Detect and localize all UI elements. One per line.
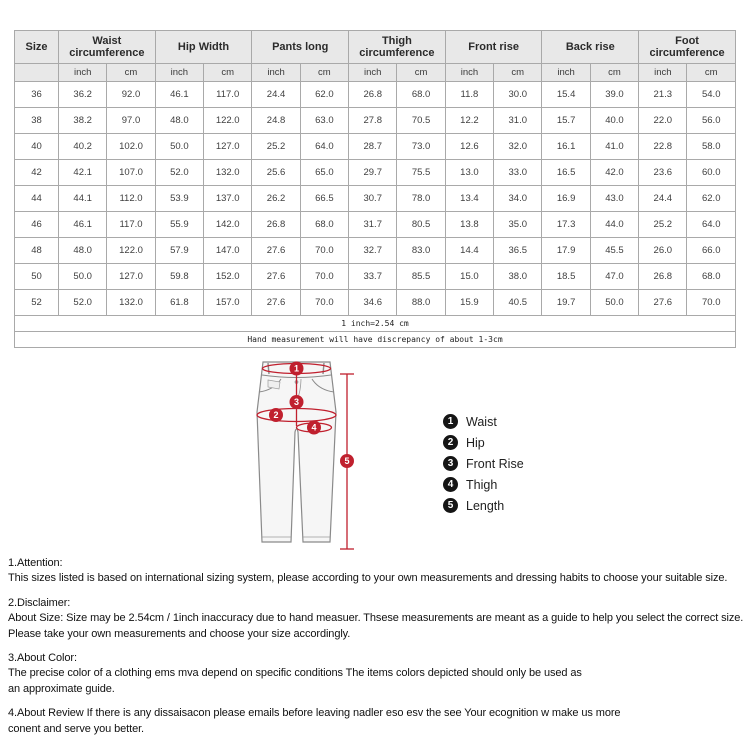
measurement-cell: 62.0 <box>300 82 348 108</box>
measurement-cell: 26.2 <box>252 186 300 212</box>
marker-front-rise-icon <box>290 395 304 409</box>
measurement-cell: 15.0 <box>445 264 493 290</box>
measurement-cell: 40.2 <box>59 134 107 160</box>
measurement-cell: 27.6 <box>252 290 300 316</box>
size-cell: 46 <box>15 212 59 238</box>
size-row-44 <box>15 186 736 212</box>
size-row-42 <box>15 160 736 186</box>
size-cell: 36 <box>15 82 59 108</box>
unit-header-cm: cm <box>590 64 638 82</box>
info-text-block <box>8 556 750 746</box>
measurement-cell: 64.0 <box>300 134 348 160</box>
measurement-cell: 27.6 <box>252 238 300 264</box>
size-chart-table <box>14 30 736 348</box>
measurement-cell: 70.0 <box>300 264 348 290</box>
column-header-front-rise: Front rise <box>445 31 542 64</box>
measurement-cell: 147.0 <box>204 238 252 264</box>
column-header-back-rise: Back rise <box>542 31 639 64</box>
measurement-cell: 112.0 <box>107 186 155 212</box>
measurement-cell: 24.4 <box>252 82 300 108</box>
measurement-cell: 41.0 <box>590 134 638 160</box>
legend-number-1-icon: 1 <box>443 414 458 429</box>
legend-label-waist: Waist <box>466 414 497 429</box>
measurement-cell: 16.9 <box>542 186 590 212</box>
column-header-foot-circumference: Foot circumference <box>639 31 736 64</box>
measurement-cell: 70.5 <box>397 108 445 134</box>
unit-header-cm: cm <box>687 64 736 82</box>
measurement-cell: 44.1 <box>59 186 107 212</box>
legend-number-3-icon: 3 <box>443 456 458 471</box>
unit-header-inch: inch <box>445 64 493 82</box>
measurement-cell: 66.5 <box>300 186 348 212</box>
measurement-cell: 127.0 <box>107 264 155 290</box>
measurement-cell: 122.0 <box>107 238 155 264</box>
measurement-cell: 34.6 <box>349 290 397 316</box>
unit-header-inch: inch <box>59 64 107 82</box>
unit-header-inch: inch <box>639 64 687 82</box>
measurement-cell: 92.0 <box>107 82 155 108</box>
measurement-cell: 13.8 <box>445 212 493 238</box>
measurement-cell: 43.0 <box>590 186 638 212</box>
legend-number-4-icon: 4 <box>443 477 458 492</box>
measurement-cell: 18.5 <box>542 264 590 290</box>
measurement-cell: 31.7 <box>349 212 397 238</box>
measurement-cell: 137.0 <box>204 186 252 212</box>
unit-header-cm: cm <box>397 64 445 82</box>
size-cell: 48 <box>15 238 59 264</box>
measurement-cell: 33.0 <box>494 160 542 186</box>
measurement-cell: 24.8 <box>252 108 300 134</box>
measurement-cell: 12.2 <box>445 108 493 134</box>
size-row-52 <box>15 290 736 316</box>
size-chart-body <box>15 82 736 316</box>
measurement-cell: 102.0 <box>107 134 155 160</box>
measurement-cell: 12.6 <box>445 134 493 160</box>
measurement-cell: 36.2 <box>59 82 107 108</box>
column-header-hip-width: Hip Width <box>155 31 252 64</box>
measurement-cell: 15.9 <box>445 290 493 316</box>
measurement-cell: 70.0 <box>300 238 348 264</box>
measurement-cell: 35.0 <box>494 212 542 238</box>
measurement-cell: 13.4 <box>445 186 493 212</box>
measurement-cell: 117.0 <box>204 82 252 108</box>
marker-length-icon <box>340 454 354 468</box>
measurement-cell: 78.0 <box>397 186 445 212</box>
unit-header-cm: cm <box>300 64 348 82</box>
measurement-cell: 58.0 <box>687 134 736 160</box>
measurement-cell: 52.0 <box>155 160 203 186</box>
measurement-cell: 28.7 <box>349 134 397 160</box>
group-header-row <box>15 31 736 64</box>
measurement-cell: 22.0 <box>639 108 687 134</box>
measurement-cell: 55.9 <box>155 212 203 238</box>
legend-label-length: Length <box>466 498 505 513</box>
note-row-1 <box>15 316 736 332</box>
size-row-36 <box>15 82 736 108</box>
measurement-cell: 59.8 <box>155 264 203 290</box>
svg-text:1: 1 <box>293 363 300 374</box>
measurement-cell: 30.0 <box>494 82 542 108</box>
unit-header-cm: cm <box>494 64 542 82</box>
measurement-cell: 33.7 <box>349 264 397 290</box>
measurement-cell: 97.0 <box>107 108 155 134</box>
legend-item-waist <box>443 414 524 429</box>
measurement-cell: 25.2 <box>639 212 687 238</box>
info-line: The precise color of a clothing ems mva depend on specific conditions The items colors depicted should only be used as <box>8 667 582 680</box>
measurement-cell: 46.1 <box>155 82 203 108</box>
measurement-cell: 75.5 <box>397 160 445 186</box>
column-header-waist-circumference: Waist circumference <box>59 31 156 64</box>
legend-item-thigh <box>443 477 524 492</box>
legend-number-5-icon: 5 <box>443 498 458 513</box>
measurement-cell: 46.1 <box>59 212 107 238</box>
measurement-cell: 16.1 <box>542 134 590 160</box>
measurement-cell: 70.0 <box>687 290 736 316</box>
measurement-cell: 63.0 <box>300 108 348 134</box>
measurement-cell: 22.8 <box>639 134 687 160</box>
size-cell: 44 <box>15 186 59 212</box>
note-row-2 <box>15 332 736 348</box>
measurement-cell: 62.0 <box>687 186 736 212</box>
svg-text:3: 3 <box>293 397 300 408</box>
measurement-cell: 64.0 <box>687 212 736 238</box>
measurement-cell: 26.8 <box>639 264 687 290</box>
pants-measurement-diagram <box>240 356 360 556</box>
size-row-50 <box>15 264 736 290</box>
table-note: 1 inch=2.54 cm <box>15 316 736 332</box>
measurement-cell: 42.0 <box>590 160 638 186</box>
size-cell: 40 <box>15 134 59 160</box>
measurement-cell: 66.0 <box>687 238 736 264</box>
size-chart-notes <box>15 316 736 348</box>
measurement-cell: 70.0 <box>300 290 348 316</box>
legend-number-2-icon: 2 <box>443 435 458 450</box>
measurement-cell: 40.5 <box>494 290 542 316</box>
measurement-cell: 13.0 <box>445 160 493 186</box>
measurement-cell: 25.2 <box>252 134 300 160</box>
measurement-cell: 24.4 <box>639 186 687 212</box>
unit-header-cm: cm <box>107 64 155 82</box>
measurement-cell: 34.0 <box>494 186 542 212</box>
svg-text:2: 2 <box>273 410 279 421</box>
size-cell: 52 <box>15 290 59 316</box>
svg-text:5: 5 <box>344 456 350 467</box>
unit-header-row <box>15 64 736 82</box>
measurement-cell: 32.7 <box>349 238 397 264</box>
measurement-cell: 50.0 <box>590 290 638 316</box>
size-row-38 <box>15 108 736 134</box>
svg-text:4: 4 <box>311 422 317 433</box>
size-cell: 42 <box>15 160 59 186</box>
measurement-cell: 21.3 <box>639 82 687 108</box>
measurement-cell: 80.5 <box>397 212 445 238</box>
measurement-cell: 39.0 <box>590 82 638 108</box>
measurement-cell: 26.8 <box>349 82 397 108</box>
measurement-cell: 17.9 <box>542 238 590 264</box>
measurement-cell: 23.6 <box>639 160 687 186</box>
unit-header-inch: inch <box>349 64 397 82</box>
measurement-cell: 27.6 <box>639 290 687 316</box>
measurement-cell: 57.9 <box>155 238 203 264</box>
measurement-cell: 142.0 <box>204 212 252 238</box>
size-cell: 38 <box>15 108 59 134</box>
unit-header-inch: inch <box>542 64 590 82</box>
measurement-cell: 88.0 <box>397 290 445 316</box>
measurement-cell: 25.6 <box>252 160 300 186</box>
legend-label-front-rise: Front Rise <box>466 456 524 471</box>
measurement-cell: 68.0 <box>687 264 736 290</box>
legend-label-hip: Hip <box>466 435 485 450</box>
column-header-size: Size <box>15 31 59 64</box>
measurement-cell: 132.0 <box>107 290 155 316</box>
measurement-cell: 85.5 <box>397 264 445 290</box>
measurement-cell: 56.0 <box>687 108 736 134</box>
measurement-cell: 45.5 <box>590 238 638 264</box>
info-section-3 <box>8 651 750 697</box>
measurement-cell: 52.0 <box>59 290 107 316</box>
measurement-cell: 60.0 <box>687 160 736 186</box>
legend-item-length <box>443 498 524 513</box>
info-section-2 <box>8 596 750 642</box>
measurement-cell: 14.4 <box>445 238 493 264</box>
unit-header-inch: inch <box>155 64 203 82</box>
measurement-cell: 32.0 <box>494 134 542 160</box>
measurement-cell: 48.0 <box>155 108 203 134</box>
measurement-cell: 19.7 <box>542 290 590 316</box>
info-line: 4.About Review If there is any dissaisacon please emails before leaving nadler eso esv the see Your ecognition w make us more <box>8 707 621 720</box>
measurement-cell: 38.0 <box>494 264 542 290</box>
info-line: 1.Attention: <box>8 557 63 569</box>
measurement-cell: 26.8 <box>252 212 300 238</box>
table-note: Hand measurement will have discrepancy of about 1-3cm <box>15 332 736 348</box>
measurement-cell: 17.3 <box>542 212 590 238</box>
marker-waist-icon <box>290 362 304 376</box>
unit-header-inch: inch <box>252 64 300 82</box>
measurement-cell: 11.8 <box>445 82 493 108</box>
measurement-cell: 27.6 <box>252 264 300 290</box>
measurement-cell: 15.4 <box>542 82 590 108</box>
legend-item-front-rise <box>443 456 524 471</box>
measurement-cell: 44.0 <box>590 212 638 238</box>
unit-header-blank <box>15 64 59 82</box>
measurement-cell: 157.0 <box>204 290 252 316</box>
size-row-46 <box>15 212 736 238</box>
measurement-cell: 38.2 <box>59 108 107 134</box>
measurement-cell: 29.7 <box>349 160 397 186</box>
measurement-legend <box>443 414 524 519</box>
info-section-4 <box>8 706 750 737</box>
info-line: an approximate guide. <box>8 682 115 695</box>
info-line: This sizes listed is based on international sizing system, please according to your own measurements and dressing habits to choose your suitable size. <box>8 572 728 585</box>
measurement-cell: 68.0 <box>397 82 445 108</box>
column-header-thigh-circumference: Thigh circumference <box>349 31 446 64</box>
measurement-cell: 73.0 <box>397 134 445 160</box>
measurement-cell: 152.0 <box>204 264 252 290</box>
unit-header-cm: cm <box>204 64 252 82</box>
measurement-cell: 54.0 <box>687 82 736 108</box>
measurement-cell: 48.0 <box>59 238 107 264</box>
measurement-cell: 107.0 <box>107 160 155 186</box>
measurement-cell: 26.0 <box>639 238 687 264</box>
measurement-cell: 42.1 <box>59 160 107 186</box>
info-section-1 <box>8 556 750 587</box>
measurement-cell: 31.0 <box>494 108 542 134</box>
measurement-cell: 117.0 <box>107 212 155 238</box>
measurement-cell: 65.0 <box>300 160 348 186</box>
measurement-cell: 127.0 <box>204 134 252 160</box>
column-header-pants-long: Pants long <box>252 31 349 64</box>
measurement-cell: 15.7 <box>542 108 590 134</box>
measurement-cell: 36.5 <box>494 238 542 264</box>
measurement-cell: 30.7 <box>349 186 397 212</box>
measurement-cell: 16.5 <box>542 160 590 186</box>
size-row-40 <box>15 134 736 160</box>
legend-label-thigh: Thigh <box>466 477 498 492</box>
info-line: 3.About Color: <box>8 652 77 665</box>
info-line: Please take your own measurements and choose your size accordingly. <box>8 627 351 640</box>
measurement-cell: 47.0 <box>590 264 638 290</box>
marker-thigh-icon <box>307 421 321 435</box>
measurement-cell: 53.9 <box>155 186 203 212</box>
measurement-cell: 50.0 <box>155 134 203 160</box>
measurement-cell: 61.8 <box>155 290 203 316</box>
measurement-cell: 83.0 <box>397 238 445 264</box>
measurement-cell: 132.0 <box>204 160 252 186</box>
info-line: About Size: Size may be 2.54cm / 1inch inaccuracy due to hand measuer. Thsese measurements are meant as a guide to help you select the correct size. <box>8 612 744 625</box>
marker-hip-icon <box>269 408 283 422</box>
measurement-cell: 50.0 <box>59 264 107 290</box>
measurement-cell: 122.0 <box>204 108 252 134</box>
info-line: conent and serve you better. <box>8 722 145 735</box>
size-cell: 50 <box>15 264 59 290</box>
size-row-48 <box>15 238 736 264</box>
measurement-cell: 68.0 <box>300 212 348 238</box>
info-line: 2.Disclaimer: <box>8 596 71 609</box>
legend-item-hip <box>443 435 524 450</box>
measurement-cell: 40.0 <box>590 108 638 134</box>
measurement-cell: 27.8 <box>349 108 397 134</box>
